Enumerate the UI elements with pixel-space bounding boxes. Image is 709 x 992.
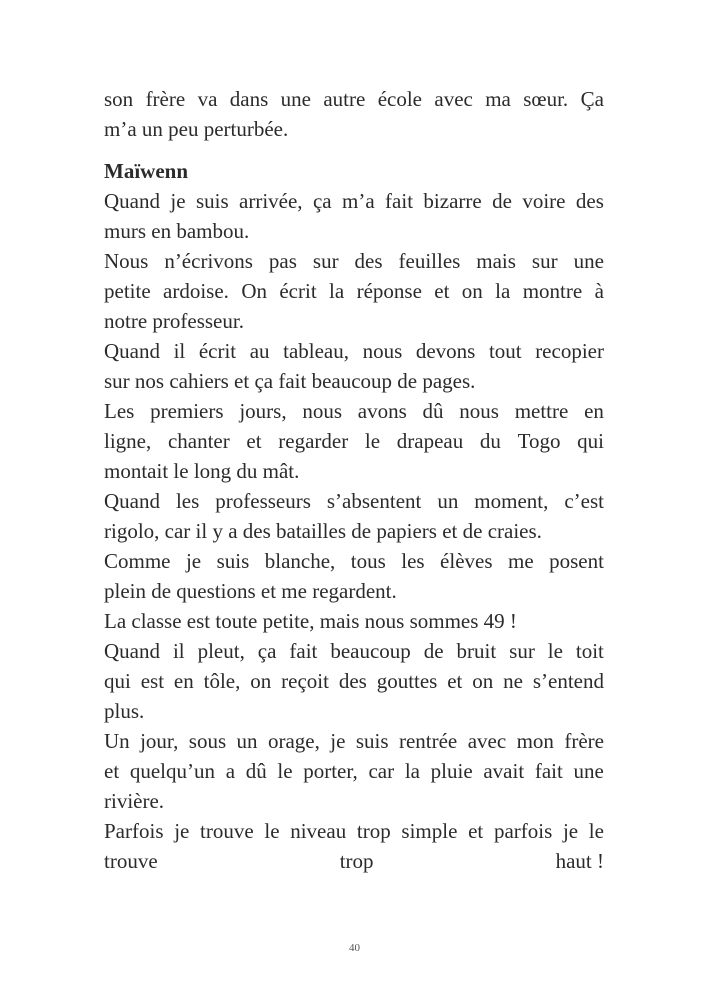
word: des (354, 249, 383, 273)
word: il (172, 639, 185, 663)
word: Quand (104, 489, 160, 513)
word: moment, (474, 489, 549, 513)
word: frère (145, 87, 186, 111)
word: pleut, (197, 639, 245, 663)
word: avait (483, 759, 525, 783)
word: ça (312, 189, 332, 213)
word: montre (522, 279, 583, 303)
word: sur (531, 249, 558, 273)
paragraph (104, 486, 604, 546)
word: nous (459, 399, 499, 423)
word: blanche, (264, 549, 336, 573)
word: haut ! (555, 849, 604, 873)
text-line (104, 546, 604, 576)
text-line: plus. (104, 699, 145, 723)
word: les (401, 549, 425, 573)
word: je (170, 189, 186, 213)
word: tableau, (283, 339, 350, 363)
word: fait (289, 639, 318, 663)
text-line: montait le long du mât. (104, 459, 300, 483)
word: simple (401, 819, 458, 843)
word: une (573, 249, 604, 273)
word: Les (104, 399, 135, 423)
word: s’entend (532, 669, 604, 693)
word: porter, (303, 759, 358, 783)
word: et (468, 819, 484, 843)
word: école (377, 87, 422, 111)
text-line (104, 426, 604, 456)
text-line (104, 726, 604, 756)
word: et (447, 669, 463, 693)
section-heading: Maïwenn (104, 159, 188, 183)
word: je (185, 549, 202, 573)
word: m’a (342, 189, 375, 213)
paragraph (104, 636, 604, 726)
word: Ça (580, 87, 604, 111)
paragraph (104, 246, 604, 336)
text-line (104, 396, 604, 426)
word: écrit (198, 339, 237, 363)
word: gouttes (376, 669, 438, 693)
text-line (104, 816, 604, 846)
word: de (423, 639, 444, 663)
word: ça (257, 639, 277, 663)
paragraph (104, 336, 604, 396)
word: avec (434, 87, 473, 111)
word: sur (509, 639, 535, 663)
word: je (330, 729, 346, 753)
word: au (249, 339, 270, 363)
word: est (140, 669, 165, 693)
paragraph (104, 816, 604, 876)
word: dû (422, 399, 444, 423)
word: son (104, 87, 134, 111)
word: toit (575, 639, 604, 663)
word: ligne, (104, 429, 152, 453)
word: pas (268, 249, 297, 273)
word: recopier (535, 339, 604, 363)
word: on (461, 279, 483, 303)
word: suis (355, 729, 389, 753)
word: ardoise. (163, 279, 229, 303)
word: des (575, 189, 604, 213)
word: avec (467, 729, 507, 753)
word: quelqu’un (129, 759, 215, 783)
word: tous (350, 549, 386, 573)
word: le (547, 639, 563, 663)
word: à (594, 279, 604, 303)
word: le (264, 819, 280, 843)
word: écrit (279, 279, 317, 303)
word: regarder (278, 429, 349, 453)
word: les (175, 489, 200, 513)
word: je (562, 819, 579, 843)
word: il (173, 339, 186, 363)
word: trop (356, 819, 391, 843)
word: va (197, 87, 218, 111)
text-line (104, 666, 604, 696)
word: on (472, 669, 494, 693)
word: je (174, 819, 190, 843)
word: le (277, 759, 293, 783)
paragraph (104, 546, 604, 606)
word: frère (564, 729, 604, 753)
text-line (104, 246, 604, 276)
paragraph (104, 606, 604, 636)
word: le (364, 429, 381, 453)
text-line (104, 636, 604, 666)
word: pluie (430, 759, 473, 783)
text-line: m’a un peu perturbée. (104, 117, 289, 141)
text-line (104, 276, 604, 306)
word: et (104, 759, 120, 783)
word: mettre (514, 399, 569, 423)
word: devons (415, 339, 476, 363)
opening-paragraph (104, 84, 604, 144)
word: le (588, 819, 604, 843)
text-line: notre professeur. (104, 309, 244, 333)
word: et (246, 429, 262, 453)
word: on (250, 669, 272, 693)
paragraph (104, 186, 604, 246)
word: rentrée (398, 729, 458, 753)
text-line: sur nos cahiers et ça fait beaucoup de pages. (104, 369, 476, 393)
word: fait (534, 759, 563, 783)
word: des (338, 669, 367, 693)
word: trop (339, 849, 374, 873)
text-line: rivière. (104, 789, 165, 813)
section-body (104, 186, 604, 876)
word: dans (229, 87, 269, 111)
word: Quand (104, 639, 160, 663)
word: feuilles (398, 249, 461, 273)
word: fait (385, 189, 414, 213)
word: qui (577, 429, 604, 453)
word: réponse (356, 279, 422, 303)
word: tout (488, 339, 522, 363)
word: tôle, (203, 669, 241, 693)
word: Quand (104, 339, 160, 363)
text-line: murs en bambou. (104, 219, 250, 243)
text-line: La classe est toute petite, mais nous sommes 49 ! (104, 609, 517, 633)
word: Nous (104, 249, 149, 273)
word: n’écrivons (164, 249, 253, 273)
text-line (104, 336, 604, 366)
word: la (495, 279, 511, 303)
text-line (104, 486, 604, 516)
word: un (437, 489, 459, 513)
page-number: 40 (349, 942, 360, 954)
word: la (404, 759, 420, 783)
word: en (173, 669, 194, 693)
maiwenn-section (104, 156, 604, 876)
word: un (236, 729, 258, 753)
word: car (368, 759, 395, 783)
word: a (225, 759, 236, 783)
word: bizarre (423, 189, 482, 213)
text-line (104, 846, 604, 876)
word: Comme (104, 549, 171, 573)
word: mais (476, 249, 516, 273)
word: avons (357, 399, 407, 423)
word: en (584, 399, 604, 423)
word: élèves (440, 549, 493, 573)
word: s’absentent (326, 489, 422, 513)
text-line (104, 756, 604, 786)
word: Quand (104, 189, 160, 213)
word: jour, (140, 729, 179, 753)
word: ne (503, 669, 523, 693)
text-line (104, 186, 604, 216)
word: autre (323, 87, 366, 111)
word: Togo (517, 429, 561, 453)
text-line (104, 84, 604, 114)
text-line: rigolo, car il y a des batailles de papiers et de craies. (104, 519, 542, 543)
word: sur (312, 249, 339, 273)
word: mon (516, 729, 554, 753)
word: beaucoup (330, 639, 411, 663)
word: qui (104, 669, 131, 693)
word: drapeau (396, 429, 464, 453)
word: On (241, 279, 267, 303)
word: une (573, 759, 604, 783)
word: parfois (493, 819, 553, 843)
word: la (329, 279, 345, 303)
word: dû (245, 759, 267, 783)
word: trouve (104, 849, 158, 873)
word: ma (485, 87, 511, 111)
word: de (492, 189, 512, 213)
word: nous (302, 399, 342, 423)
word: orage, (267, 729, 320, 753)
word: arrivée, (239, 189, 303, 213)
word: premiers (150, 399, 224, 423)
word: voire (522, 189, 566, 213)
paragraph (104, 726, 604, 816)
paragraph (104, 396, 604, 486)
word: sous (188, 729, 227, 753)
word: et (434, 279, 450, 303)
word: suis (216, 549, 250, 573)
word: chanter (167, 429, 230, 453)
word: jours, (239, 399, 287, 423)
word: petite (104, 279, 151, 303)
word: Un (104, 729, 130, 753)
word: trouve (200, 819, 254, 843)
word: nous (362, 339, 403, 363)
word: bruit (456, 639, 497, 663)
word: reçoit (281, 669, 329, 693)
word: suis (195, 189, 229, 213)
word: c’est (564, 489, 604, 513)
text-line: plein de questions et me regardent. (104, 579, 397, 603)
word: Parfois (104, 819, 164, 843)
word: niveau (290, 819, 347, 843)
word: du (479, 429, 501, 453)
word: une (280, 87, 311, 111)
word: professeurs (215, 489, 311, 513)
word: me (508, 549, 534, 573)
word: sœur. (523, 87, 569, 111)
word: posent (549, 549, 604, 573)
